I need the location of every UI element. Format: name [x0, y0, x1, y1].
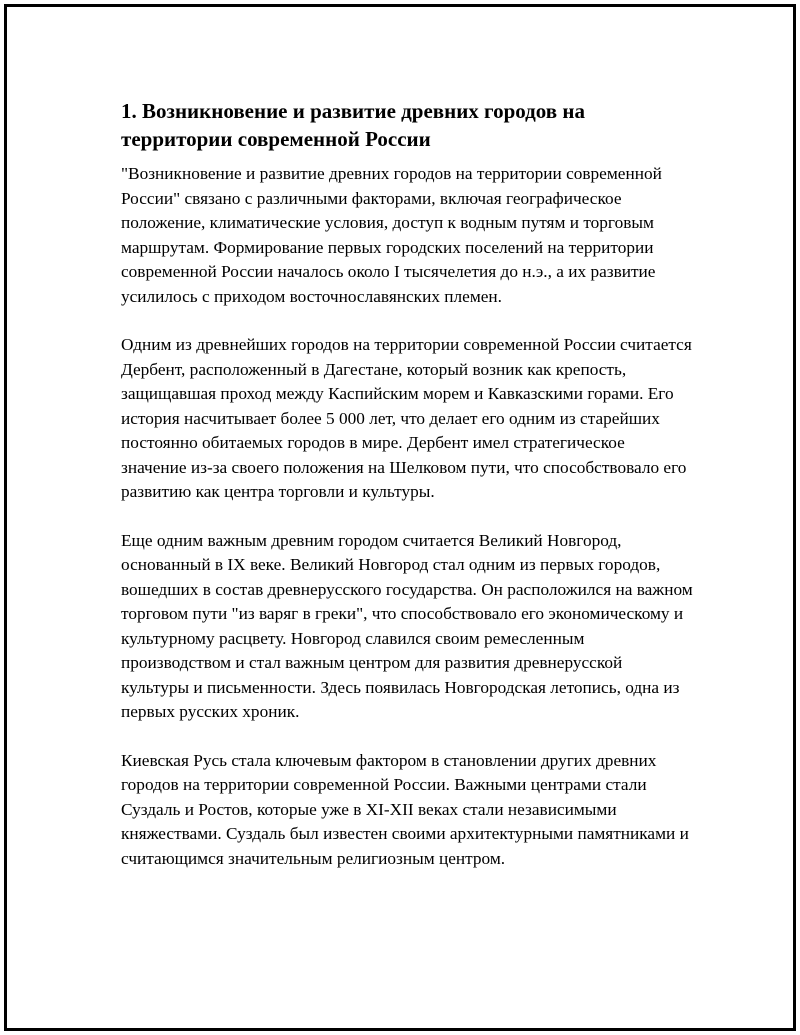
document-page [4, 4, 796, 1031]
paragraph-3: Еще одним важным древним городом считается Великий Новгород, основанный в IX веке. Великий Новгород стал одним из первых городов, вошедших в состав древнерусского государства. Он расположился на важном торговом пути "из варяг в греки", что способствовало его экономическому и культурному расцвету. Новгород славился своим ремесленным производством и стал важным центром для развития древнерусской культуры и письменности. Здесь появилась Новгородская летопись, одна из первых русских хроник. [121, 530, 693, 721]
paragraph-4: Киевская Русь стала ключевым фактором в становлении других древних городов на территории современной России. Важными центрами стали Суздаль и Ростов, которые уже в XI-XII веках стали независимыми княжествами. Суздаль был известен своими архитектурными памятниками и считающимся значительным религиозным центром. [121, 750, 689, 868]
section-title: 1. Возникновение и развитие древних городов на территории современной России [121, 99, 585, 151]
document-content [121, 97, 693, 895]
paragraph-1: "Возникновение и развитие древних городов на территории современной России" связано с различными факторами, включая географическое положение, климатические условия, доступ к водным путям и торговым маршрутам. Формирование первых городских поселений на территории современной России началось около I тысячелетия до н.э., а их развитие усилилось с приходом восточнославянских племен. [121, 164, 662, 306]
paragraph-2: Одним из древнейших городов на территории современной России считается Дербент, расположенный в Дагестане, который возник как крепость, защищавшая проход между Каспийским морем и Кавказскими горами. Его история насчитывает более 5 000 лет, что делает его одним из старейших постоянно обитаемых городов в мире. Дербент имел стратегическое значение из-за своего положения на Шелковом пути, что способствовало его развитию как центра торговли и культуры. [121, 335, 692, 501]
